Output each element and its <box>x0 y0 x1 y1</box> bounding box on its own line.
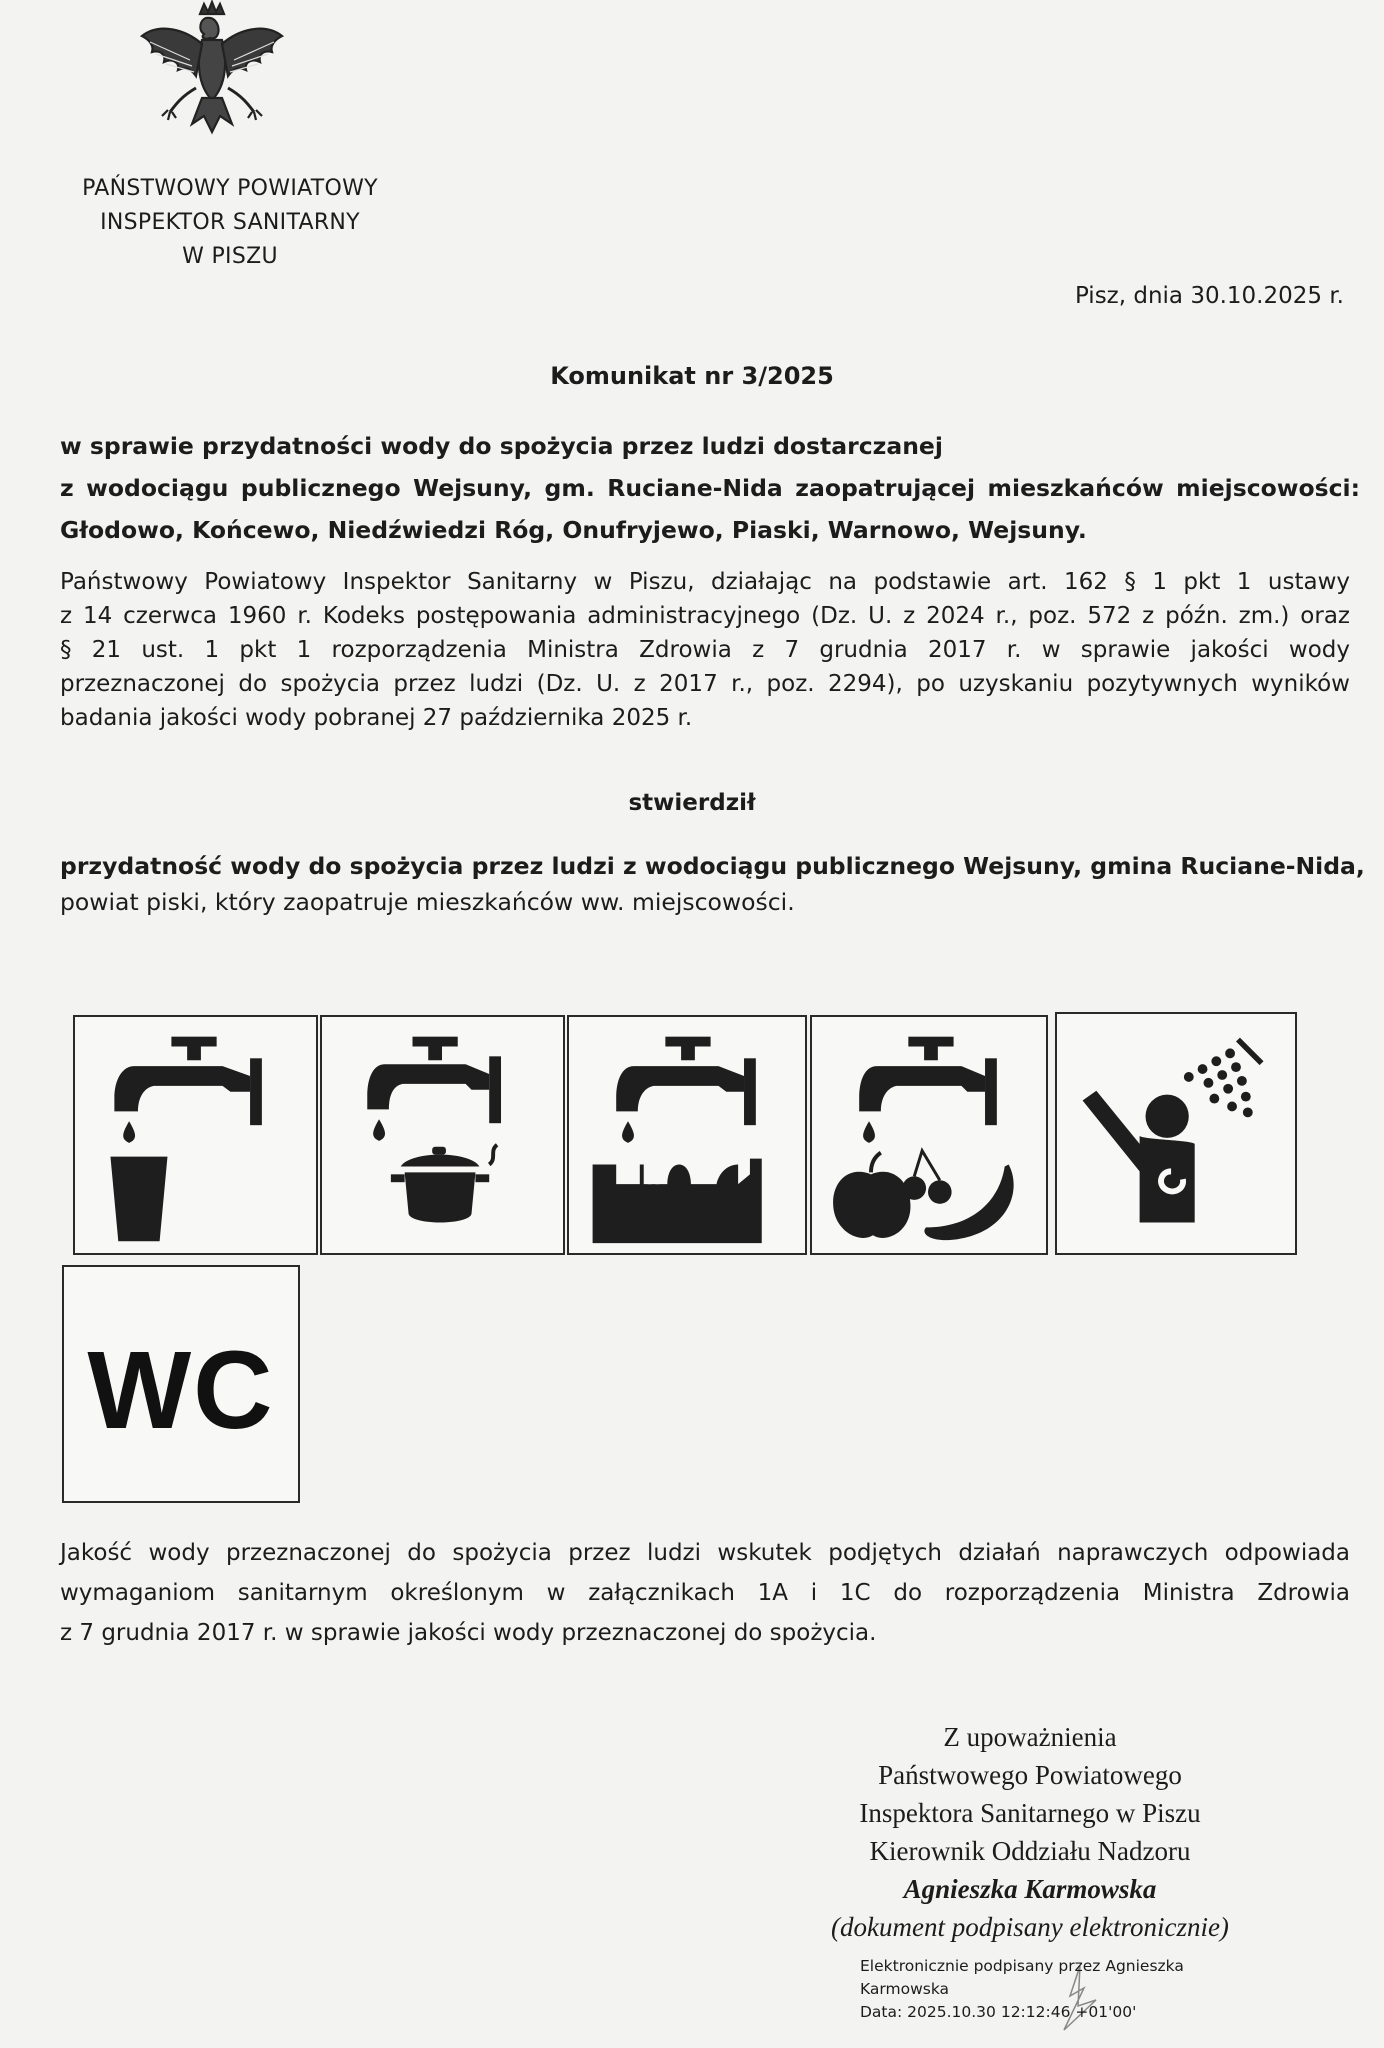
body-line: Państwowy Powiatowy Inspektor Sanitarny w Piszu, działając na podstawie art. 162 § 1 pkt 1 ustawy <box>60 569 1350 595</box>
electronic-signature-stamp <box>860 1955 1184 2024</box>
quality-line: z 7 grudnia 2017 r. w sprawie jakości wody przeznaczonej do spożycia. <box>60 1620 877 1646</box>
polish-eagle-emblem <box>130 0 295 150</box>
office-line: INSPEKTOR SANITARNY <box>100 210 360 235</box>
body-line: § 21 ust. 1 pkt 1 rozporządzenia Ministra Zdrowia z 7 grudnia 2017 r. w sprawie jakości wody <box>60 637 1350 663</box>
signature-line: Kierownik Oddziału Nadzoru <box>869 1836 1191 1866</box>
quality-line: wymaganiom sanitarnym określonym w załącznikach 1A i 1C do rozporządzenia Ministra Zdrowia <box>60 1580 1350 1606</box>
quality-line: Jakość wody przeznaczonej do spożycia przez ludzi wskutek podjętych działań naprawczych odpowiada <box>60 1540 1350 1566</box>
drinking-water-icon <box>73 1015 318 1255</box>
document-title: Komunikat nr 3/2025 <box>550 362 834 390</box>
shower-icon <box>1055 1012 1297 1255</box>
signature-block <box>760 1718 1300 1946</box>
decision-word: stwierdził <box>628 790 756 816</box>
cooking-icon <box>320 1015 565 1255</box>
subject <box>60 425 1360 551</box>
finding-line: powiat piski, który zaopatruje mieszkańców ww. miejscowości. <box>60 888 795 916</box>
office-name <box>40 172 420 274</box>
esig-line: Karmowska <box>860 1980 950 1998</box>
finding-bold-line: przydatność wody do spożycia przez ludzi z wodociągu publicznego Wejsuny, gmina Ruciane-Nida, <box>60 852 1365 880</box>
subject-line: z wodociągu publicznego Wejsuny, gm. Ruciane-Nida zaopatrującej mieszkańców miejscowości: <box>60 474 1360 502</box>
office-line: W PISZU <box>182 244 278 269</box>
body-line: przeznaczonej do spożycia przez ludzi (Dz. U. z 2017 r., poz. 2294), po uzyskaniu pozytywnych wyników <box>60 671 1350 697</box>
wc-icon <box>62 1265 300 1503</box>
signature-line: Państwowego Powiatowego <box>878 1760 1182 1790</box>
dishwashing-icon <box>567 1015 807 1255</box>
subject-line: Głodowo, Końcewo, Niedźwiedzi Róg, Onufryjewo, Piaski, Warnowo, Wejsuny. <box>60 516 1087 544</box>
finding <box>60 848 1365 920</box>
quality-paragraph <box>60 1533 1350 1653</box>
signature-line: Inspektora Sanitarnego w Piszu <box>859 1798 1201 1828</box>
signature-line: Z upoważnienia <box>943 1722 1117 1752</box>
body-line: z 14 czerwca 1960 r. Kodeks postępowania administracyjnego (Dz. U. z 2024 r., poz. 572 z późn. zm.) oraz <box>60 603 1350 629</box>
esig-line: Elektronicznie podpisany przez Agnieszka <box>860 1957 1184 1975</box>
body-line: badania jakości wody pobranej 27 października 2025 r. <box>60 705 693 731</box>
subject-line: w sprawie przydatności wody do spożycia przez ludzi dostarczanej <box>60 432 943 460</box>
wc-label: WC <box>87 1329 275 1452</box>
washing-food-icon <box>810 1015 1048 1255</box>
legal-basis-paragraph <box>60 565 1350 735</box>
office-line: PAŃSTWOWY POWIATOWY <box>82 176 378 201</box>
signatory-name: Agnieszka Karmowska <box>903 1874 1157 1904</box>
signature-note: (dokument podpisany elektronicznie) <box>831 1912 1229 1942</box>
esig-line: Data: 2025.10.30 12:12:46 +01'00' <box>860 2003 1137 2021</box>
document-date: Pisz, dnia 30.10.2025 r. <box>1074 283 1344 309</box>
